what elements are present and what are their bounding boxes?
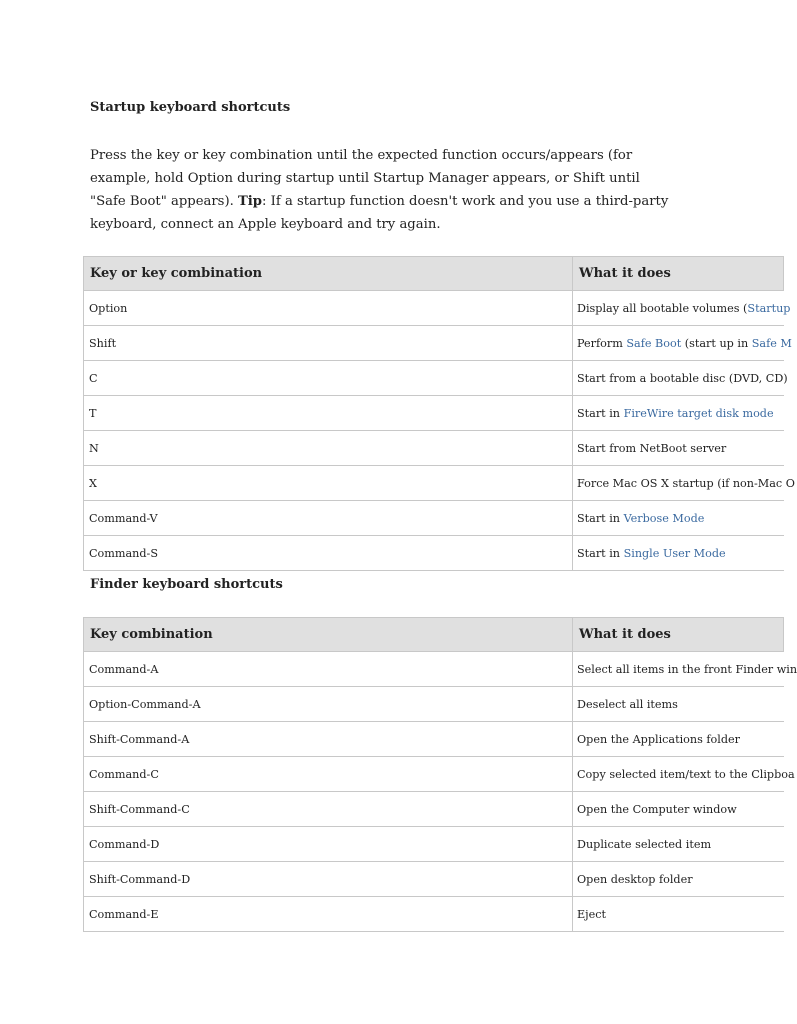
shortcut-key: Shift-Command-C	[84, 792, 573, 827]
shortcut-description	[573, 466, 795, 501]
shortcut-description	[573, 291, 791, 326]
shortcut-key: Shift-Command-D	[84, 862, 573, 897]
shortcut-description: Open desktop folder	[573, 862, 784, 897]
single-user-mode-link[interactable]: Single User Mode	[623, 546, 726, 560]
shortcut-key: Command-C	[84, 757, 573, 792]
description-text: Display all bootable volumes (	[577, 301, 748, 315]
intro-text: Press the key or key combination until the expected function occurs/appears (for example, hold Option during startup until Startup Manager appears, or Shift until "Safe Boot" appears).	[90, 148, 640, 209]
table-row	[84, 652, 784, 687]
shortcut-description: Duplicate selected item	[573, 827, 784, 862]
description-text: Start in	[577, 406, 624, 420]
table-row	[84, 722, 784, 757]
intro-tip-text: : If a startup function doesn't work and you use a third-party keyboard, connect an Apple keyboard and try again.	[90, 194, 669, 232]
shortcut-description: Open the Applications folder	[573, 722, 784, 757]
description-text: Start in	[577, 511, 624, 525]
table-row	[84, 687, 784, 722]
column-header-key: Key or key combination	[84, 257, 573, 291]
shortcut-description: Copy selected item/text to the Clipboa	[573, 757, 784, 792]
shortcut-description	[573, 501, 784, 536]
table-row	[84, 431, 784, 466]
shortcut-key: Option	[84, 291, 573, 326]
shortcut-description	[573, 536, 784, 571]
shortcut-key: T	[84, 396, 573, 431]
shortcut-key: Command-A	[84, 652, 573, 687]
table-row	[84, 501, 784, 536]
shortcut-key: Shift-Command-A	[84, 722, 573, 757]
table-row	[84, 291, 784, 326]
shortcut-description	[573, 326, 792, 361]
shortcut-key: Command-V	[84, 501, 573, 536]
column-header-key: Key combination	[84, 618, 573, 652]
table-row	[84, 897, 784, 932]
table-row	[84, 792, 784, 827]
table-row	[84, 396, 784, 431]
shortcut-description	[573, 396, 784, 431]
table-row	[84, 757, 784, 792]
column-header-what: What it does	[573, 257, 784, 291]
shortcut-key: Command-E	[84, 897, 573, 932]
finder-shortcuts-table	[83, 617, 797, 932]
shortcut-key: Command-S	[84, 536, 573, 571]
shortcut-key: Shift	[84, 326, 573, 361]
shortcut-description: Eject	[573, 897, 784, 932]
table-header-row	[84, 257, 784, 291]
description-text: Force Mac OS X startup (if non-Mac O	[577, 476, 795, 490]
shortcut-key: Option-Command-A	[84, 687, 573, 722]
shortcut-key: N	[84, 431, 573, 466]
shortcut-key: C	[84, 361, 573, 396]
column-header-what: What it does	[573, 618, 784, 652]
verbose-mode-link[interactable]: Verbose Mode	[623, 511, 705, 525]
table-row	[84, 827, 784, 862]
description-text: Start from NetBoot server	[577, 441, 727, 455]
safe-boot-link[interactable]: Safe Boot	[626, 336, 682, 350]
description-text: Start from a bootable disc (DVD, CD)	[577, 371, 788, 385]
shortcut-description	[573, 431, 784, 466]
tip-label: Tip	[237, 194, 263, 209]
startup-manager-link[interactable]: Startup	[747, 301, 791, 315]
description-text: Perform	[577, 336, 627, 350]
startup-section-title: Startup keyboard shortcuts	[90, 100, 291, 115]
shortcut-description: Select all items in the front Finder win	[573, 652, 784, 687]
description-text: Start in	[577, 546, 624, 560]
startup-shortcuts-table-wrap	[83, 256, 795, 571]
shortcut-key: Command-D	[84, 827, 573, 862]
table-row	[84, 862, 784, 897]
shortcut-description	[573, 361, 788, 396]
table-row	[84, 361, 784, 396]
firewire-target-disk-mode-link[interactable]: FireWire target disk mode	[623, 406, 774, 420]
finder-shortcuts-table-wrap	[83, 617, 797, 932]
table-row	[84, 466, 784, 501]
startup-intro-paragraph	[90, 144, 675, 236]
finder-section-title: Finder keyboard shortcuts	[90, 577, 283, 592]
safe-mode-link[interactable]: Safe M	[751, 336, 792, 350]
startup-shortcuts-table	[83, 256, 795, 571]
description-text: (start up in	[681, 336, 752, 350]
shortcut-description: Deselect all items	[573, 687, 784, 722]
table-row	[84, 536, 784, 571]
shortcut-description: Open the Computer window	[573, 792, 784, 827]
table-row	[84, 326, 784, 361]
shortcut-key: X	[84, 466, 573, 501]
table-header-row	[84, 618, 784, 652]
